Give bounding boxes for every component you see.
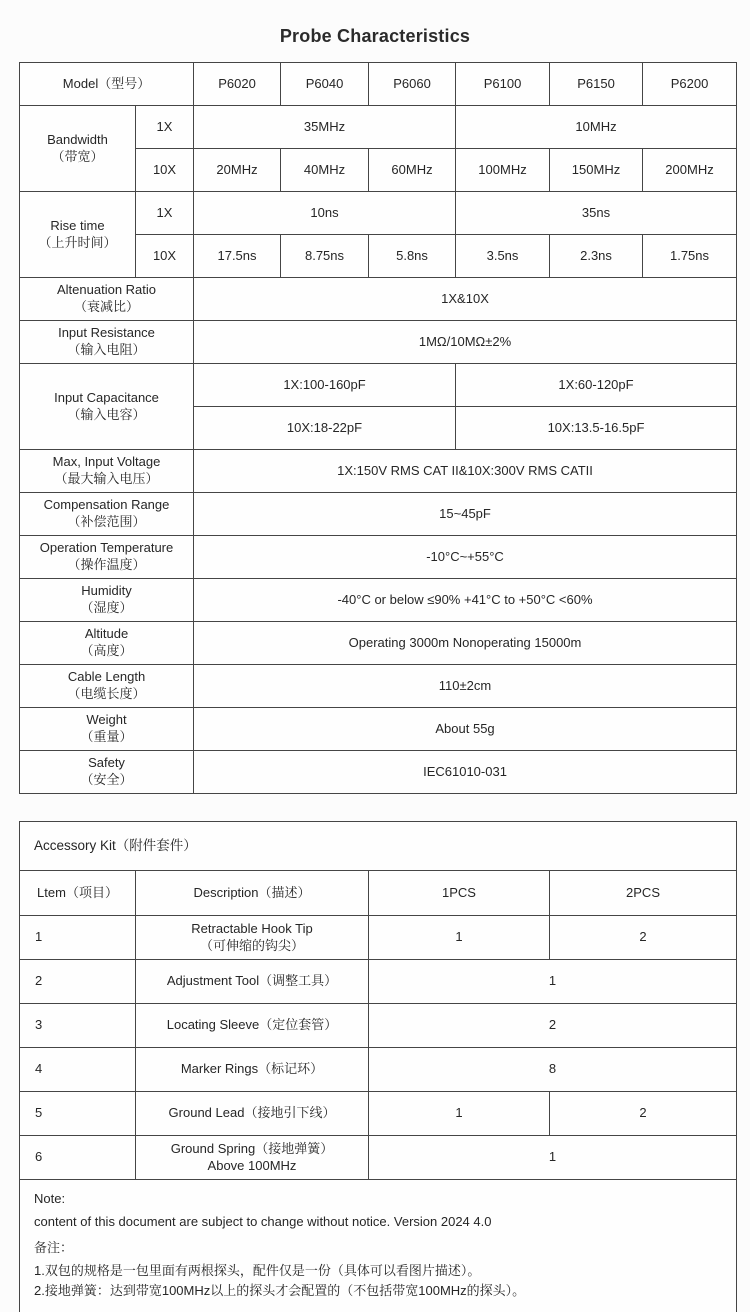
model-cell: P6200 (643, 63, 737, 106)
weight-row (20, 708, 737, 751)
rise-time-10x-value: 1.75ns (643, 235, 737, 278)
rise-time-label-en: Rise time (50, 217, 105, 233)
item-number-cell: 4 (20, 1048, 136, 1092)
item-desc-cell (136, 916, 369, 960)
bandwidth-1x-high-models: 10MHz (456, 106, 737, 149)
attenuation-ratio-row (20, 278, 737, 321)
humidity-label-zh: （湿度） (80, 600, 133, 615)
item-desc-cell: Adjustment Tool（调整工具） (136, 960, 369, 1004)
model-cell: P6040 (281, 63, 369, 106)
item-desc-line1: Ground Spring（接地弹簧） (170, 1140, 334, 1156)
input-resistance-label-zh: （输入电阻） (67, 342, 146, 357)
bandwidth-10x-value: 40MHz (281, 149, 369, 192)
bandwidth-1x-low-models: 35MHz (194, 106, 456, 149)
bandwidth-10x-value: 100MHz (456, 149, 550, 192)
compensation-range-value: 15~45pF (194, 493, 737, 536)
item-desc-cell: Ground Lead（接地引下线） (136, 1092, 369, 1136)
bandwidth-10x-value: 60MHz (369, 149, 456, 192)
accessory-kit-header-row (20, 871, 737, 916)
item-number-cell: 6 (20, 1136, 136, 1180)
altitude-label-zh: （高度） (80, 643, 133, 658)
safety-label-cell (20, 751, 194, 794)
model-cell: P6020 (194, 63, 281, 106)
compensation-range-label-zh: （补偿范围） (67, 514, 146, 529)
max-input-voltage-label-zh: （最大输入电压） (54, 471, 159, 486)
rise-time-10x-value: 5.8ns (369, 235, 456, 278)
rise-time-10x-value: 17.5ns (194, 235, 281, 278)
safety-row (20, 751, 737, 794)
safety-label-zh: （安全） (80, 772, 133, 787)
cable-length-label-zh: （电缆长度） (67, 686, 146, 701)
accessory-kit-table (19, 821, 737, 1312)
weight-label-cell (20, 708, 194, 751)
safety-value: IEC61010-031 (194, 751, 737, 794)
rise-time-label-zh: （上升时间） (38, 234, 117, 250)
altitude-value: Operating 3000m Nonoperating 15000m (194, 622, 737, 665)
model-row (20, 63, 737, 106)
note-block (20, 1180, 737, 1312)
operation-temperature-label-cell (20, 536, 194, 579)
attenuation-ratio-label-cell (20, 278, 194, 321)
item-desc-cell: Marker Rings（标记环） (136, 1048, 369, 1092)
bandwidth-10x-value: 200MHz (643, 149, 737, 192)
altitude-label-en: Altitude (84, 626, 129, 642)
operation-temperature-label-en: Operation Temperature (39, 540, 174, 556)
item-number-cell: 2 (20, 960, 136, 1004)
input-resistance-label-en: Input Resistance (58, 325, 155, 341)
attenuation-ratio-label-en: Altenuation Ratio (57, 282, 157, 298)
item-qty-both: 1 (369, 1136, 737, 1180)
model-cell: P6060 (369, 63, 456, 106)
operation-temperature-row (20, 536, 737, 579)
item-desc-cell: Locating Sleeve（定位套管） (136, 1004, 369, 1048)
weight-label-en: Weight (86, 712, 127, 728)
bandwidth-sub-10x: 10X (136, 149, 194, 192)
page-title: Probe Characteristics (279, 26, 471, 46)
input-capacitance-1x-high: 1X:60-120pF (456, 364, 737, 407)
cable-length-label-cell (20, 665, 194, 708)
altitude-label-cell (20, 622, 194, 665)
input-capacitance-label-cell (20, 364, 194, 450)
header-2pcs: 2PCS (550, 871, 737, 916)
max-input-voltage-value: 1X:150V RMS CAT II&10X:300V RMS CATII (194, 450, 737, 493)
attenuation-ratio-label-zh: （衰减比） (74, 299, 140, 314)
rise-time-sub-1x: 1X (136, 192, 194, 235)
cable-length-value: 110±2cm (194, 665, 737, 708)
item-number-cell: 5 (20, 1092, 136, 1136)
item-qty-both: 1 (369, 960, 737, 1004)
humidity-row (20, 579, 737, 622)
rise-time-1x-row (20, 192, 737, 235)
input-resistance-row (20, 321, 737, 364)
item-desc-cell (136, 1136, 369, 1180)
input-capacitance-label-zh: （输入电容） (67, 406, 146, 422)
cable-length-row (20, 665, 737, 708)
accessory-row-ground-spring (20, 1136, 737, 1180)
humidity-label-en: Humidity (81, 583, 132, 599)
compensation-range-label-cell (20, 493, 194, 536)
accessory-row-locating-sleeve (20, 1004, 737, 1048)
input-resistance-label-cell (20, 321, 194, 364)
model-cell: P6150 (550, 63, 643, 106)
bandwidth-10x-value: 20MHz (194, 149, 281, 192)
rise-time-10x-value: 8.75ns (281, 235, 369, 278)
item-qty-both: 2 (369, 1004, 737, 1048)
note-row (20, 1180, 737, 1312)
bandwidth-label-cell (20, 106, 136, 192)
item-number-cell: 1 (20, 916, 136, 960)
bandwidth-label-en: Bandwidth (47, 131, 108, 147)
input-capacitance-10x-high: 10X:13.5-16.5pF (456, 407, 737, 450)
accessory-row-ground-lead (20, 1092, 737, 1136)
humidity-value: -40°C or below ≤90% +41°C to +50°C <60% (194, 579, 737, 622)
input-capacitance-1x-low: 1X:100-160pF (194, 364, 456, 407)
header-1pcs: 1PCS (369, 871, 550, 916)
note-en-label: Note: (34, 1191, 66, 1206)
rise-time-label-cell (20, 192, 136, 278)
compensation-range-label-en: Compensation Range (43, 497, 170, 513)
cable-length-label-en: Cable Length (67, 669, 146, 685)
max-input-voltage-row (20, 450, 737, 493)
bandwidth-1x-row (20, 106, 737, 149)
item-number-cell: 3 (20, 1004, 136, 1048)
weight-label-zh: （重量） (80, 729, 133, 744)
model-cell: P6100 (456, 63, 550, 106)
bandwidth-label-zh: （带宽） (51, 148, 104, 164)
max-input-voltage-label-cell (20, 450, 194, 493)
accessory-row-adjustment-tool (20, 960, 737, 1004)
note-zh-line2: 2.接地弹簧：达到带宽100MHz以上的探头才会配置的（不包括带宽100MHz的探头）。 (34, 1283, 526, 1299)
rise-time-1x-high-models: 35ns (456, 192, 737, 235)
note-en-text: content of this document are subject to change without notice. Version 2024 4.0 (34, 1213, 492, 1229)
rise-time-sub-10x: 10X (136, 235, 194, 278)
item-desc-line2: （可伸缩的钩尖） (199, 937, 304, 953)
operation-temperature-value: -10°C~+55°C (194, 536, 737, 579)
operation-temperature-label-zh: （操作温度） (67, 557, 146, 572)
input-capacitance-1x-row (20, 364, 737, 407)
accessory-kit-title-row (20, 822, 737, 871)
probe-characteristics-table (19, 62, 737, 794)
max-input-voltage-label-en: Max, Input Voltage (52, 454, 161, 470)
note-zh-label: 备注： (34, 1240, 74, 1256)
accessory-kit-title: Accessory Kit（附件套件） (20, 822, 737, 871)
note-zh-line1: 1.双包的规格是一包里面有两根探头，配件仅是一份（具体可以看图片描述）。 (34, 1262, 481, 1278)
model-label-cell: Model（型号） (20, 63, 194, 106)
header-description: Description（描述） (136, 871, 369, 916)
compensation-range-row (20, 493, 737, 536)
item-qty-1pcs: 1 (369, 1092, 550, 1136)
weight-value: About 55g (194, 708, 737, 751)
rise-time-10x-value: 2.3ns (550, 235, 643, 278)
safety-label-en: Safety (88, 755, 125, 771)
item-qty-2pcs: 2 (550, 1092, 737, 1136)
altitude-row (20, 622, 737, 665)
header-item: Ltem（项目） (20, 871, 136, 916)
humidity-label-cell (20, 579, 194, 622)
item-qty-2pcs: 2 (550, 916, 737, 960)
accessory-row-marker-rings (20, 1048, 737, 1092)
rise-time-1x-low-models: 10ns (194, 192, 456, 235)
item-desc-line1: Retractable Hook Tip (191, 920, 313, 936)
item-qty-1pcs: 1 (369, 916, 550, 960)
bandwidth-10x-value: 150MHz (550, 149, 643, 192)
input-capacitance-10x-low: 10X:18-22pF (194, 407, 456, 450)
accessory-row-hook-tip (20, 916, 737, 960)
input-resistance-value: 1MΩ/10MΩ±2% (194, 321, 737, 364)
input-capacitance-label-en: Input Capacitance (54, 389, 159, 405)
rise-time-10x-value: 3.5ns (456, 235, 550, 278)
item-desc-line2: Above 100MHz (207, 1157, 297, 1173)
item-qty-both: 8 (369, 1048, 737, 1092)
attenuation-ratio-value: 1X&10X (194, 278, 737, 321)
bandwidth-sub-1x: 1X (136, 106, 194, 149)
